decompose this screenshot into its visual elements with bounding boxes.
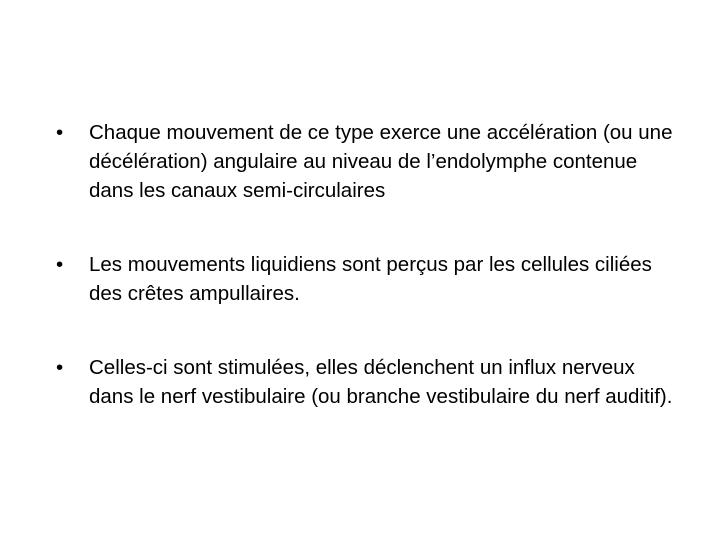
bullet-marker: • (56, 253, 64, 276)
bullet-marker: • (56, 356, 64, 379)
bullet-text: Celles-ci sont stimulées, elles déclenchent un influx nerveux dans le nerf vestibulaire (ou branche vestibulaire du nerf auditif). (89, 356, 673, 408)
bullet-item (56, 353, 676, 411)
bullet-text: Chaque mouvement de ce type exerce une accélération (ou une décélération) angulaire au niveau de l’endolymphe contenue dans les canaux semi-circulaires (89, 121, 673, 202)
bullet-marker: • (56, 121, 64, 144)
bullet-item (56, 118, 676, 205)
bullet-list (56, 118, 676, 411)
bullet-text: Les mouvements liquidiens sont perçus par les cellules ciliées des crêtes ampullaires. (89, 253, 652, 305)
bullet-item (56, 250, 676, 308)
